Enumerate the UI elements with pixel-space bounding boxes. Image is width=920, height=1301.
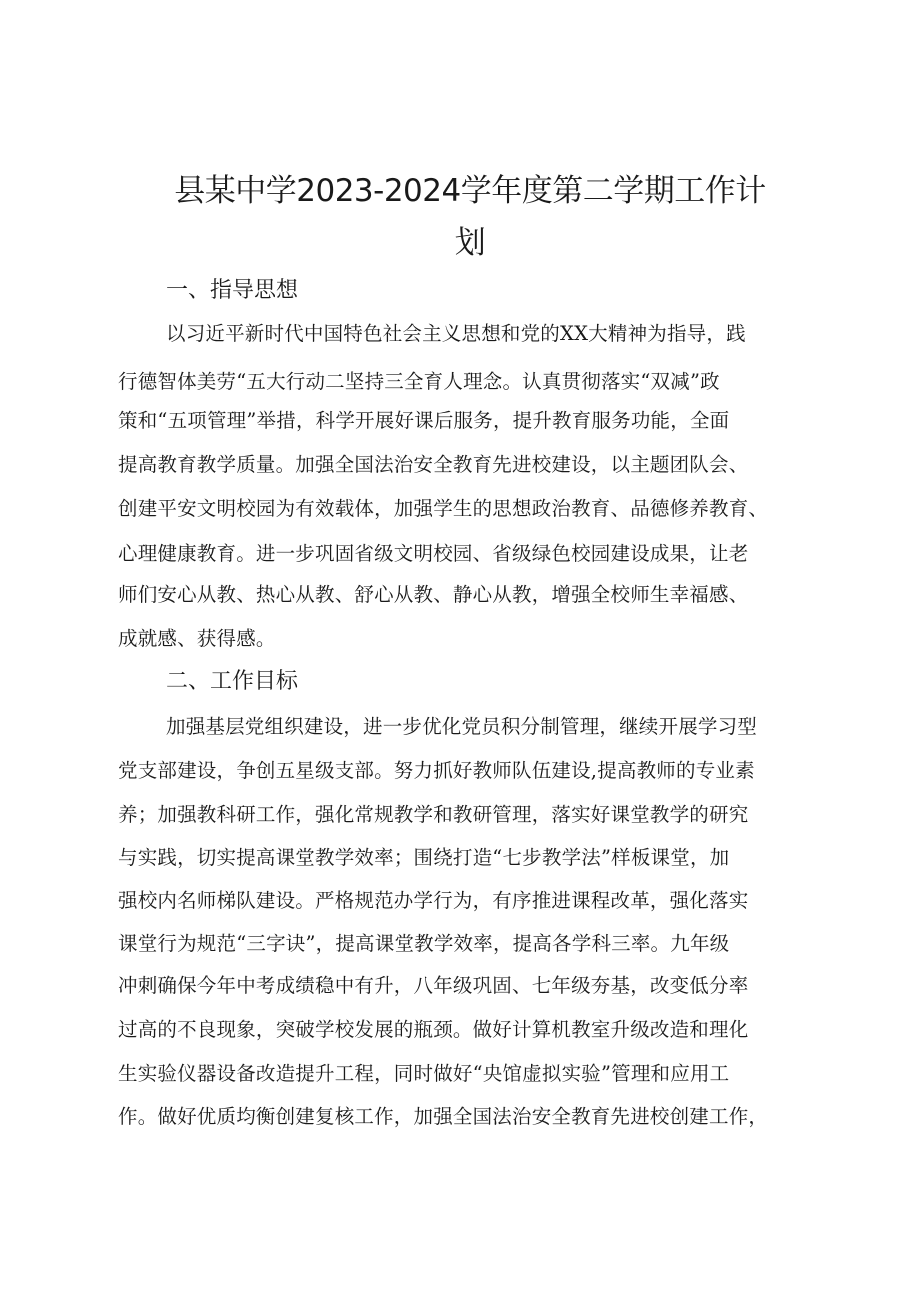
paragraph-line: 强校内名师梯队建设。严格规范办学行为，有序推进课程改革，强化落实 [118,889,749,912]
paragraph-line: 养；加强教科研工作，强化常规教学和教研管理，落实好课堂教学的研究 [118,803,749,826]
paragraph-line: 冲刺确保今年中考成绩稳中有升，八年级巩固、七年级夯基，改变低分率 [118,974,749,997]
paragraph-line: 生实验仪器设备改造提升工程，同时做好“央馆虚拟实验”管理和应用工 [118,1062,730,1085]
document-title-line-2: 划 [454,225,486,261]
section-heading-guiding-ideology: 一、指导思想 [166,278,299,303]
paragraph-line: 创建平安文明校园为有效载体，加强学生的思想政治教育、品德修养教育、 [118,497,769,520]
paragraph-line: 党支部建设，争创五星级支部。努力抓好教师队伍建设,提高教师的专业素 [118,759,755,782]
paragraph-line: 加强基层党组织建设，进一步优化党员积分制管理，继续开展学习型 [166,715,758,738]
paragraph-line: 与实践，切实提高课堂教学效率；围绕打造“七步教学法”样板课堂，加 [118,846,730,869]
paragraph-line: 课堂行为规范“三字诀”，提高课堂教学效率，提高各学科三率。九年级 [118,932,730,955]
paragraph-line: 成就感、获得感。 [118,627,276,650]
document-title-line-1: 县某中学2023-2024学年度第二学期工作计 [174,173,766,209]
paragraph-line: 策和“五项管理”举措，科学开展好课后服务，提升教育服务功能，全面 [118,409,730,432]
paragraph-line: 师们安心从教、热心从教、舒心从教、静心从教，增强全校师生幸福感、 [118,583,749,606]
paragraph-line: 以习近平新时代中国特色社会主义思想和党的XX大精神为指导，践 [166,322,746,345]
paragraph-line: 提高教育教学质量。加强全国法治安全教育先进校建设，以主题团队会、 [118,453,749,476]
paragraph-line: 作。做好优质均衡创建复核工作，加强全国法治安全教育先进校创建工作， [118,1105,769,1128]
paragraph-line: 行德智体美劳“五大行动二坚持三全育人理念。认真贯彻落实“双减”政 [118,370,720,393]
paragraph-line: 过高的不良现象，突破学校发展的瓶颈。做好计算机教室升级改造和理化 [118,1018,749,1041]
paragraph-line: 心理健康教育。进一步巩固省级文明校园、省级绿色校园建设成果，让老 [118,542,749,565]
section-heading-work-goals: 二、工作目标 [166,669,299,694]
